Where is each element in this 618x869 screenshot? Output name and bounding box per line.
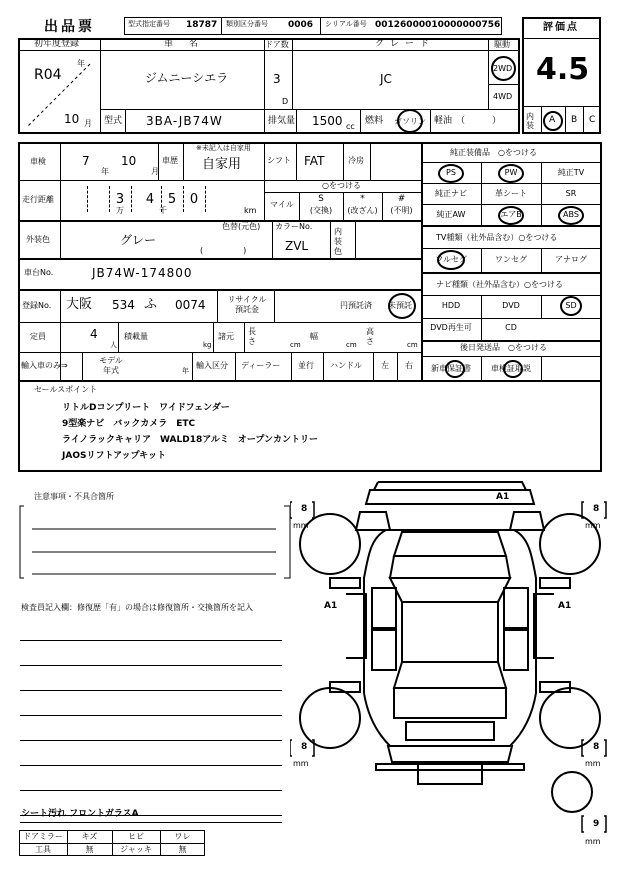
divider (360, 109, 361, 134)
divider (100, 109, 520, 110)
exchange-hash-text: (不明) (390, 206, 413, 215)
divider (213, 322, 214, 352)
equipment-circle (498, 164, 524, 183)
mile-label: マイル (270, 200, 294, 209)
car-diagram (290, 478, 610, 863)
fuel-diesel: 軽油 (434, 116, 453, 126)
sales-line: ライノラックキャリア WALD18アルミ オープンカントリー (62, 435, 319, 445)
legend-header: ドアミラー (23, 832, 63, 841)
recycle-yen: 円預託済 (340, 301, 372, 310)
divider (522, 38, 601, 39)
model-designation-value: 18787 (186, 20, 218, 30)
divider (488, 38, 489, 109)
tire-fl-unit: mm (293, 521, 309, 530)
handle-label: ハンドル (330, 361, 362, 370)
first-reg-month: 10 (64, 112, 80, 126)
divider (18, 289, 421, 291)
divider (430, 109, 431, 134)
reg-area: 大阪 (66, 297, 93, 312)
divider (291, 352, 292, 380)
divider (217, 289, 218, 322)
category-value: 0006 (288, 20, 314, 30)
displacement-value: 1500 (312, 114, 343, 128)
equipment-item: 純正ナビ (435, 189, 467, 198)
divider (421, 248, 602, 249)
color-change-paren: ( ) (200, 246, 247, 255)
displacement-unit: cc (346, 122, 355, 131)
name-value: ジムニーシエラ (145, 71, 229, 85)
equip-col-divider (481, 162, 482, 225)
navi-sd-circle (560, 296, 582, 316)
inspector-label: 検査員記入欄：修復歴「有」の場合は修復箇所・交換箇所を記入 (21, 603, 253, 612)
inspector-line (20, 790, 282, 791)
exchange-s: S (318, 194, 324, 204)
color-label: 外装色 (26, 235, 50, 244)
inspector-line (20, 740, 282, 741)
color-no-label: カラーNo. (275, 222, 313, 231)
divider (18, 258, 421, 260)
model-designation-label: 型式指定番号 (128, 20, 170, 28)
tire-rr: 8 (593, 742, 600, 752)
height-label: 高さ (366, 327, 374, 346)
navi-title: ナビ種類（社外品含む）○をつける (436, 280, 563, 289)
mileage-digit: 4 (145, 192, 155, 207)
legend-value: 工具 (35, 845, 51, 854)
navi-item: HDD (441, 301, 461, 310)
divider (421, 162, 602, 163)
chassis-label: 車台No. (24, 268, 54, 277)
inspector-line (20, 665, 282, 666)
navi-row-divider (421, 318, 602, 319)
width-label: 幅 (310, 332, 318, 341)
equipment-circle (498, 206, 524, 225)
divider (235, 352, 236, 380)
month-unit: 月 (84, 119, 92, 128)
mileage-man: 万 (116, 206, 124, 215)
model-year-unit: 年 (182, 367, 189, 375)
shaken-year: 7 (82, 154, 90, 168)
shift-label: シフト (267, 156, 291, 165)
mileage-digit: 0 (189, 192, 199, 207)
later-col-divider (481, 356, 482, 380)
dims-label: 諸元 (218, 332, 234, 341)
equipment-item: PS (446, 168, 456, 177)
interior-color-label: 内装色 (334, 227, 342, 256)
mileage-digit: 3 (115, 192, 125, 207)
recycle-label: リサイクル預託金 (227, 295, 267, 314)
mileage-unit: km (244, 206, 257, 215)
tv-title: TV種類（社外品含む）○をつける (436, 233, 558, 242)
interior-label: 内装 (526, 112, 534, 130)
equipment-item: PW (504, 168, 518, 177)
legend-header: ワレ (174, 832, 191, 841)
divider (274, 289, 275, 322)
model-label: 型式 (104, 116, 123, 126)
doors-label: ドア数 (265, 40, 289, 49)
color-no-value: ZVL (285, 239, 309, 253)
first-reg-year: R04 (34, 67, 62, 83)
divider (370, 142, 371, 180)
legend-divider (160, 830, 161, 856)
divider (264, 38, 265, 134)
divider (522, 106, 601, 107)
history-value: 自家用 (202, 157, 242, 172)
navi-col-divider (481, 295, 482, 340)
interior-a: A (549, 115, 556, 125)
grade-label: グレード (375, 39, 436, 49)
equipment-item: 革シート (495, 189, 527, 198)
load-unit: kg (203, 341, 212, 349)
equipment-item: ABS (563, 210, 579, 219)
later-item: 新車保証書 (431, 364, 471, 373)
interior-c: C (589, 115, 596, 125)
divider (343, 142, 344, 180)
diagram-left-label: A1 (324, 601, 338, 611)
divider (541, 106, 542, 134)
import-label: 輸入車のみ⇒ (21, 361, 68, 370)
fuel-gasoline: ガソリン (394, 117, 426, 126)
divider (292, 38, 293, 109)
caution-label: 注意事項・不具合箇所 (34, 492, 114, 501)
handle-left: 左 (381, 361, 389, 370)
circle-note: ○をつける (322, 181, 361, 190)
handle-right: 右 (405, 361, 413, 370)
chassis-value: JB74W-174800 (92, 266, 193, 280)
divider (18, 322, 421, 323)
equipment-item: エアB (500, 210, 522, 219)
mileage-label: 走行距離 (22, 195, 54, 204)
model-value: 3BA-JB74W (146, 114, 223, 128)
divider (421, 272, 602, 274)
legend-value: 無 (85, 845, 94, 854)
interior-b: B (571, 115, 578, 125)
later-circle (503, 360, 523, 378)
capacity-unit: 人 (110, 341, 117, 349)
doors-value: 3 (273, 72, 281, 86)
mileage-cell-divider (205, 186, 206, 212)
serial-label: シリアル番号 (325, 20, 367, 28)
inspector-line (20, 715, 282, 716)
caution-bracket (18, 496, 293, 582)
history-note: ※未記入は自家用 (196, 144, 251, 152)
history-label: 車歴 (162, 156, 178, 165)
equipment-circle (438, 164, 464, 183)
exchange-hash: # (397, 194, 406, 204)
divider (20, 822, 282, 823)
shaken-year-unit: 年 (101, 167, 109, 176)
model-year-label: モデル年式 (99, 356, 123, 375)
divider (320, 17, 321, 35)
tire-fr: 8 (593, 504, 600, 514)
divider (355, 220, 356, 258)
tv-item: フルセグ (435, 255, 467, 264)
aircon-label: 冷房 (348, 156, 364, 165)
divider (264, 180, 265, 220)
length-label: 長さ (248, 327, 256, 346)
mileage-cell-divider (131, 186, 132, 212)
tv-item: アナログ (555, 255, 587, 264)
divider (183, 142, 184, 180)
equipment-item: 純正TV (557, 168, 585, 177)
legend-divider (112, 830, 113, 856)
drive-4wd: 4WD (493, 92, 513, 101)
exchange-s-text: (交換) (309, 206, 333, 215)
later-circle (445, 360, 465, 378)
tire-rl: 8 (301, 742, 308, 752)
fuel-label: 燃料 (365, 116, 384, 126)
divider (18, 380, 602, 382)
reg-number: 0074 (175, 298, 206, 312)
doors-suffix: D (282, 97, 289, 106)
divider (18, 352, 421, 353)
displacement-label: 排気量 (268, 116, 296, 126)
inspector-line (20, 640, 282, 641)
equip-row-divider (421, 225, 602, 226)
first-reg-slash (24, 58, 94, 130)
exchange-star-text: (改ざん) (347, 206, 378, 215)
parallel-label: 並行 (298, 361, 314, 370)
dvd-item: CD (505, 323, 517, 332)
first-reg-label: 初年度登録 (34, 39, 80, 49)
color-value: グレー (120, 233, 157, 247)
category-label: 類別区分番号 (226, 20, 268, 28)
length-unit: cm (290, 341, 301, 349)
later-title: 後日発送品 ○をつける (460, 343, 547, 352)
capacity-label: 定員 (30, 332, 46, 341)
sales-line: JAOSリフトアップキット (62, 451, 167, 461)
drive-2wd: 2WD (493, 64, 513, 73)
dvd-item: DVD再生可 (430, 323, 472, 332)
score-label: 評価点 (543, 22, 579, 33)
legend-value: 無 (178, 845, 187, 854)
later-col-divider (541, 356, 542, 380)
import-type-label: 輸入区分 (196, 361, 228, 370)
load-label: 積載量 (124, 332, 148, 341)
navi-item: SD (565, 301, 577, 310)
navi-col-divider (541, 295, 542, 318)
inspector-line (20, 815, 282, 816)
form-title: 出品票 (44, 19, 95, 35)
equipment-circle (558, 206, 584, 225)
exchange-star: * (360, 194, 365, 204)
divider (60, 142, 61, 258)
tire-rl-unit: mm (293, 759, 309, 768)
divider (264, 142, 265, 180)
legend-header: キズ (81, 832, 98, 841)
sales-title: セールスポイント (34, 385, 98, 394)
reg-class: 534 (112, 298, 135, 312)
tire-fr-unit: mm (585, 521, 601, 530)
tire-fl: 8 (301, 504, 308, 514)
divider (125, 109, 126, 134)
dealer-label: ディーラー (241, 361, 281, 370)
equip-col-divider (541, 162, 542, 225)
equip-row-divider (421, 183, 602, 184)
divider (421, 340, 602, 342)
divider (244, 322, 245, 352)
divider (488, 84, 520, 85)
serial-value: 00126000010000000756 (375, 20, 501, 30)
diagram-top-label: A1 (496, 492, 510, 502)
divider (272, 220, 273, 258)
grade-value: JC (380, 72, 392, 86)
fuel-other: （ ） (456, 116, 502, 126)
later-item: 車検証取説 (491, 364, 531, 373)
divider (100, 38, 101, 134)
divider (565, 106, 566, 134)
capacity-value: 4 (90, 327, 98, 341)
equipment-item: SR (565, 189, 577, 198)
tv-circle (437, 250, 465, 270)
drive-label: 駆動 (494, 40, 510, 49)
equipment-item: 純正AW (436, 210, 466, 219)
sales-line: 9型楽ナビ バックカメラ ETC (62, 419, 196, 429)
color-change-label: 色替(元色) (222, 222, 261, 231)
tv-col-divider (541, 248, 542, 272)
equip-row-divider (421, 204, 602, 205)
divider (192, 352, 193, 380)
legend-header: ヒビ (128, 832, 144, 841)
seat-note: シート汚れ フロントガラスA (21, 809, 139, 819)
divider (82, 352, 83, 380)
mileage-digit: 5 (167, 192, 177, 207)
tv-item: ワンセグ (495, 255, 527, 264)
tv-col-divider (481, 248, 482, 272)
divider (583, 106, 584, 134)
spare-value: 9 (593, 819, 600, 829)
divider (118, 322, 119, 352)
divider (397, 352, 398, 380)
reg-label: 登録No. (22, 301, 52, 310)
shift-value: FAT (304, 154, 325, 168)
inspector-line (20, 765, 282, 766)
legend-divider (67, 830, 68, 856)
name-label: 車名 (164, 39, 215, 49)
diagram-right-label: A1 (558, 601, 572, 611)
height-unit: cm (407, 341, 418, 349)
mileage-cell-divider (87, 186, 88, 212)
legend-value: ジャッキ (120, 845, 152, 854)
divider (296, 142, 297, 180)
divider (18, 50, 520, 51)
year-unit: 年 (77, 59, 85, 68)
equipment-title: 純正装備品 ○をつける (450, 148, 537, 157)
divider (18, 220, 421, 222)
divider (296, 109, 297, 134)
shaken-label: 車検 (30, 157, 46, 166)
recycle-unpaid: 未預託 (388, 301, 412, 310)
divider (373, 352, 374, 380)
divider (330, 220, 331, 258)
navi-item: DVD (502, 301, 520, 310)
sales-line: リトルDコンプリート ワイドフェンダー (62, 403, 230, 413)
divider (221, 17, 222, 35)
score-value: 4.5 (536, 52, 590, 87)
mileage-sen: 千 (159, 206, 167, 215)
tire-rr-unit: mm (585, 759, 601, 768)
width-unit: cm (346, 341, 357, 349)
divider (421, 356, 602, 357)
divider (323, 352, 324, 380)
shaken-month: 10 (121, 154, 137, 168)
shaken-month-unit: 月 (151, 167, 159, 176)
spare-unit: mm (585, 837, 601, 846)
inspector-line (20, 690, 282, 691)
reg-kana: ふ (144, 297, 158, 312)
